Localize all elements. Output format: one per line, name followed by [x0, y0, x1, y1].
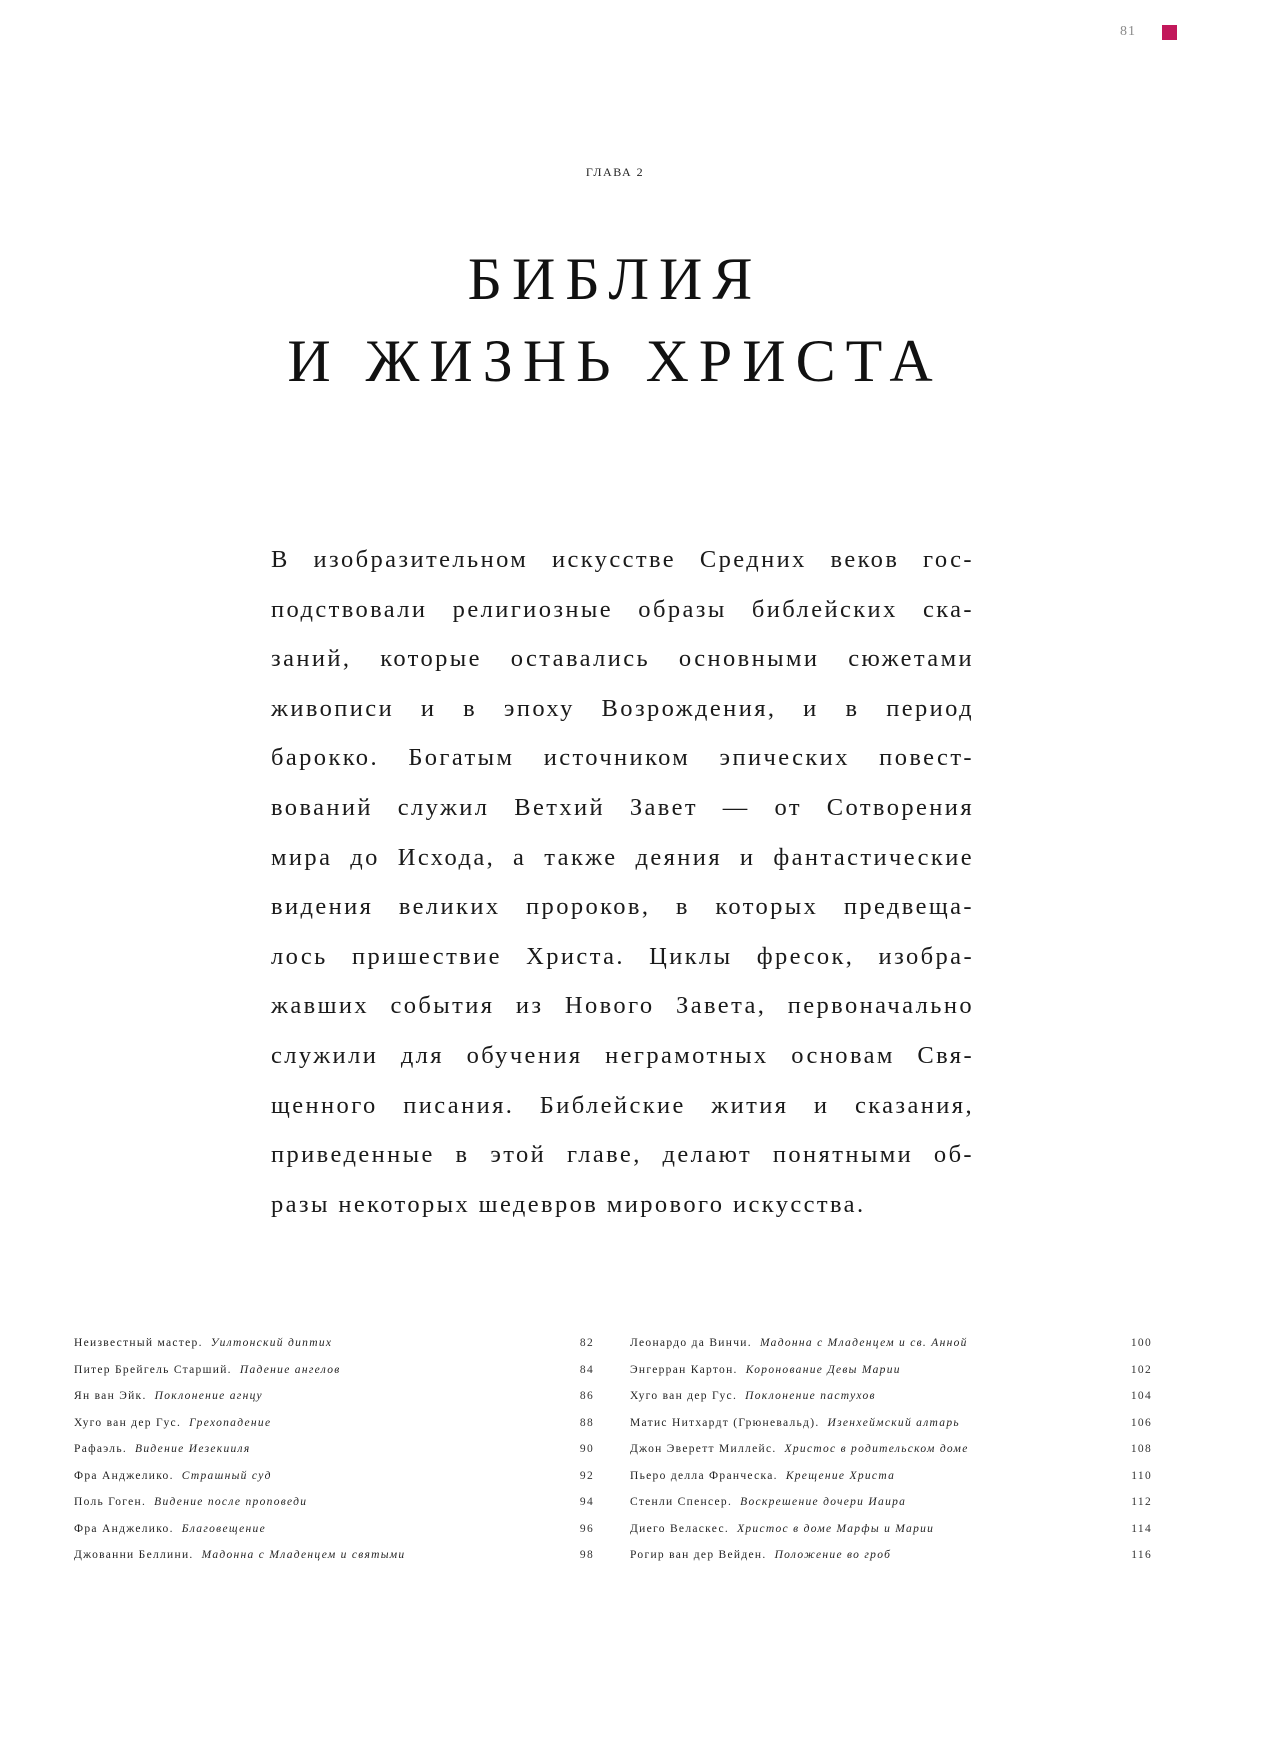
- toc-entry[interactable]: [630, 1470, 1152, 1497]
- toc-work: Христос в доме Марфы и Марии: [737, 1522, 935, 1535]
- toc-entry[interactable]: [74, 1523, 594, 1550]
- intro-line: заний, которые оставались основными сюжетами: [271, 645, 974, 673]
- toc-work: Видение после проповеди: [154, 1496, 308, 1508]
- toc-artist: Фра Анджелико.: [74, 1469, 174, 1482]
- toc-entry[interactable]: [630, 1549, 1152, 1576]
- toc-page: 110: [1131, 1469, 1152, 1482]
- toc-page: 82: [579, 1337, 594, 1349]
- toc-entry[interactable]: [74, 1364, 594, 1391]
- toc-artist: Стенли Спенсер.: [630, 1496, 733, 1508]
- toc-artist: Хуго ван дер Гус.: [74, 1416, 182, 1429]
- intro-line: В изобразительном искусстве Средних веков гос-: [271, 546, 974, 573]
- toc-entry[interactable]: [630, 1496, 1152, 1523]
- page-number: 81: [1120, 24, 1136, 39]
- toc-artist: Энгерран Картон.: [630, 1363, 738, 1376]
- page-marker-square: [1162, 25, 1177, 40]
- intro-line: живописи и в эпоху Возрождения, и в период: [271, 694, 974, 722]
- toc-page: 104: [1130, 1390, 1152, 1402]
- toc-entry[interactable]: [630, 1390, 1152, 1417]
- toc-work: Крещение Христа: [785, 1469, 896, 1482]
- toc-entry[interactable]: [74, 1496, 594, 1523]
- intro-line: приведенные в этой главе, делают понятными об-: [271, 1141, 974, 1169]
- toc-work: Мадонна с Младенцем и святыми: [201, 1549, 406, 1561]
- toc-page: 116: [1131, 1549, 1152, 1561]
- toc-work: Страшный суд: [181, 1469, 272, 1482]
- toc-page: 94: [579, 1496, 594, 1508]
- toc-artist: Рафаэль.: [74, 1443, 128, 1455]
- toc-artist: Джованни Беллини.: [74, 1549, 194, 1561]
- toc-artist: Поль Гоген.: [74, 1496, 147, 1508]
- toc-page: 114: [1131, 1522, 1152, 1535]
- toc-entry[interactable]: [630, 1523, 1152, 1550]
- toc-artist: Питер Брейгель Старший.: [74, 1363, 232, 1376]
- toc-page: 92: [579, 1469, 594, 1482]
- toc-page: 106: [1130, 1416, 1152, 1429]
- chapter-title-line-1: БИБЛИЯ: [467, 246, 763, 312]
- toc-entry[interactable]: [630, 1337, 1152, 1364]
- intro-line: подствовали религиозные образы библейских ска-: [271, 595, 974, 623]
- toc-work: Мадонна с Младенцем и св. Анной: [759, 1337, 968, 1349]
- intro-line: барокко. Богатым источником эпических повест-: [271, 744, 974, 772]
- intro-line: служили для обучения неграмотных основам Свя-: [271, 1041, 974, 1069]
- toc-work: Христос в родительском доме: [784, 1443, 969, 1455]
- toc-page: 90: [579, 1443, 594, 1455]
- toc-entry[interactable]: [630, 1364, 1152, 1391]
- toc-work: Изенхеймский алтарь: [827, 1416, 960, 1429]
- toc-entry[interactable]: [74, 1390, 594, 1417]
- toc-work: Видение Иезекииля: [135, 1443, 251, 1455]
- toc-page: 100: [1130, 1337, 1152, 1349]
- toc-entry[interactable]: [74, 1470, 594, 1497]
- toc-entry[interactable]: [74, 1549, 594, 1576]
- toc-artist: Леонардо да Винчи.: [630, 1337, 752, 1349]
- toc-artist: Рогир ван дер Вейден.: [630, 1549, 767, 1561]
- toc-entry[interactable]: [74, 1417, 594, 1444]
- toc-entry[interactable]: [74, 1443, 594, 1470]
- toc-work: Поклонение агнцу: [154, 1390, 263, 1402]
- toc-entry[interactable]: [630, 1443, 1152, 1470]
- toc-artist: Пьеро делла Франческа.: [630, 1469, 778, 1482]
- toc-work: Падение ангелов: [239, 1363, 341, 1376]
- intro-line: щенного писания. Библейские жития и сказания,: [271, 1091, 974, 1119]
- toc-work: Грехопадение: [189, 1416, 272, 1429]
- chapter-title-line-2: И ЖИЗНЬ ХРИСТА: [287, 328, 943, 394]
- intro-line: вований служил Ветхий Завет — от Сотворения: [271, 793, 974, 821]
- intro-paragraph: [271, 535, 974, 1229]
- toc-right-column: [630, 1337, 1152, 1576]
- toc-page: 98: [579, 1549, 594, 1561]
- toc-page: 84: [579, 1363, 594, 1376]
- intro-line: жавших события из Нового Завета, первоначально: [271, 992, 974, 1020]
- toc-left-column: [74, 1337, 594, 1576]
- toc-page: 112: [1131, 1496, 1152, 1508]
- toc-work: Положение во гроб: [774, 1549, 892, 1561]
- toc-work: Уилтонский диптих: [210, 1337, 333, 1349]
- toc-artist: Матис Нитхардт (Грюневальд).: [630, 1416, 820, 1429]
- toc-artist: Фра Анджелико.: [74, 1522, 174, 1535]
- toc-page: 102: [1130, 1363, 1152, 1376]
- intro-line: видения великих пророков, в которых предвеща-: [271, 893, 974, 921]
- toc-artist: Неизвестный мастер.: [74, 1337, 203, 1349]
- toc-entry[interactable]: [630, 1417, 1152, 1444]
- intro-line: разы некоторых шедевров мирового искусства.: [271, 1190, 866, 1218]
- toc-artist: Диего Веласкес.: [630, 1522, 730, 1535]
- toc-work: Воскрешение дочери Иаира: [740, 1496, 907, 1508]
- toc-page: 96: [579, 1522, 594, 1535]
- toc-work: Благовещение: [181, 1522, 267, 1535]
- toc-artist: Ян ван Эйк.: [74, 1390, 147, 1402]
- toc-work: Коронование Девы Марии: [745, 1363, 901, 1376]
- toc-artist: Джон Эверетт Миллейс.: [630, 1443, 777, 1455]
- chapter-label: ГЛАВА 2: [585, 165, 645, 179]
- toc-page: 108: [1130, 1443, 1152, 1455]
- toc-artist: Хуго ван дер Гус.: [630, 1390, 738, 1402]
- toc-work: Поклонение пастухов: [745, 1390, 876, 1402]
- chapter-title: [0, 238, 1230, 402]
- intro-line: лось пришествие Христа. Циклы фресок, изобра-: [271, 942, 974, 970]
- toc-page: 88: [579, 1416, 594, 1429]
- toc-page: 86: [579, 1390, 594, 1402]
- intro-line: мира до Исхода, а также деяния и фантастические: [271, 843, 974, 871]
- toc-entry[interactable]: [74, 1337, 594, 1364]
